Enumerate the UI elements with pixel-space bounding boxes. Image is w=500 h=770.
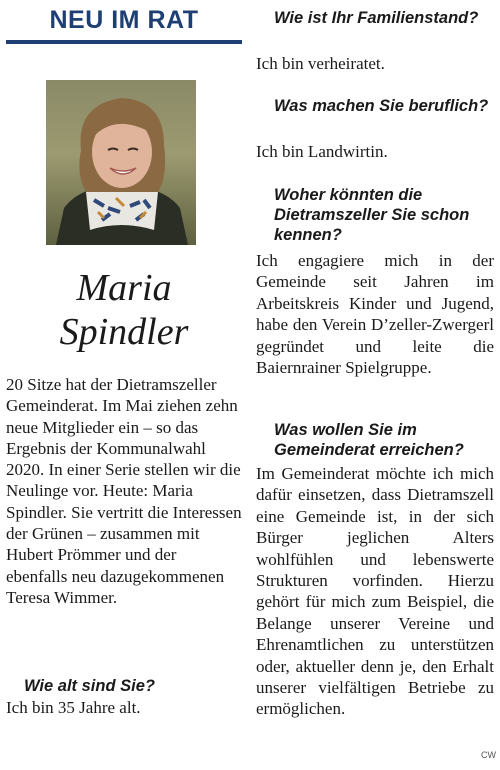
intro-paragraph: 20 Sitze hat der Dietramszeller Gemeinderat. Im Mai ziehen zehn neue Mitglieder ein – so das Ergebnis der Kommunalwahl 2020. In einer Serie stellen wir die Neulinge vor. Heute: Maria Spindler. Sie vertritt die Interessen der Grünen – zusammen mit Hubert Prömmer und der ebenfalls neu dazugekommenen Teresa Wimmer. (6, 375, 242, 607)
answer-origin: Ich engagiere mich in der Gemeinde seit Jahren im Arbeitskreis Kinder und Jugend, habe den Verein D’zeller-Zwergerl gegründet und leite die Baiernrainer Spielgruppe. (256, 251, 494, 378)
question-origin: Woher könnten die Dietramszeller Sie schon kennen? (274, 186, 470, 244)
portrait-photo (46, 80, 196, 245)
rubric-title: NEU IM RAT (49, 6, 199, 34)
author-credit: CW (481, 750, 496, 760)
question-family: Wie ist Ihr Familienstand? (274, 9, 479, 27)
person-first-name: Maria (76, 267, 172, 309)
answer-age: Ich bin 35 Jahre alt. (6, 698, 141, 717)
rubric-rule (6, 40, 242, 44)
question-goal: Was wollen Sie im Gemeinderat erreichen? (274, 421, 464, 459)
answer-goal: Im Gemeinderat möchte ich mich dafür einsetzen, dass Dietramszell eine Gemeinde ist, in der sich Bürger jeglichen Alters wohlfühlen und lebenswerte Strukturen vorfinden. Hierzu gehört für mich zum Beispiel, die Belange unserer Vereine und Ehrenamtlichen zu unterstützen oder, aktueller denn je, den Erhalt unserer vielfältigen Betriebe zu ermöglichen. (256, 464, 494, 719)
left-column (6, 0, 242, 717)
person-name (6, 266, 242, 354)
answer-family: Ich bin verheiratet. (256, 54, 385, 73)
portrait-image (46, 80, 196, 245)
answer-job: Ich bin Landwirtin. (256, 142, 388, 161)
person-last-name: Spindler (59, 311, 189, 353)
question-job: Was machen Sie beruflich? (274, 97, 489, 115)
question-age: Wie alt sind Sie? (24, 677, 155, 695)
